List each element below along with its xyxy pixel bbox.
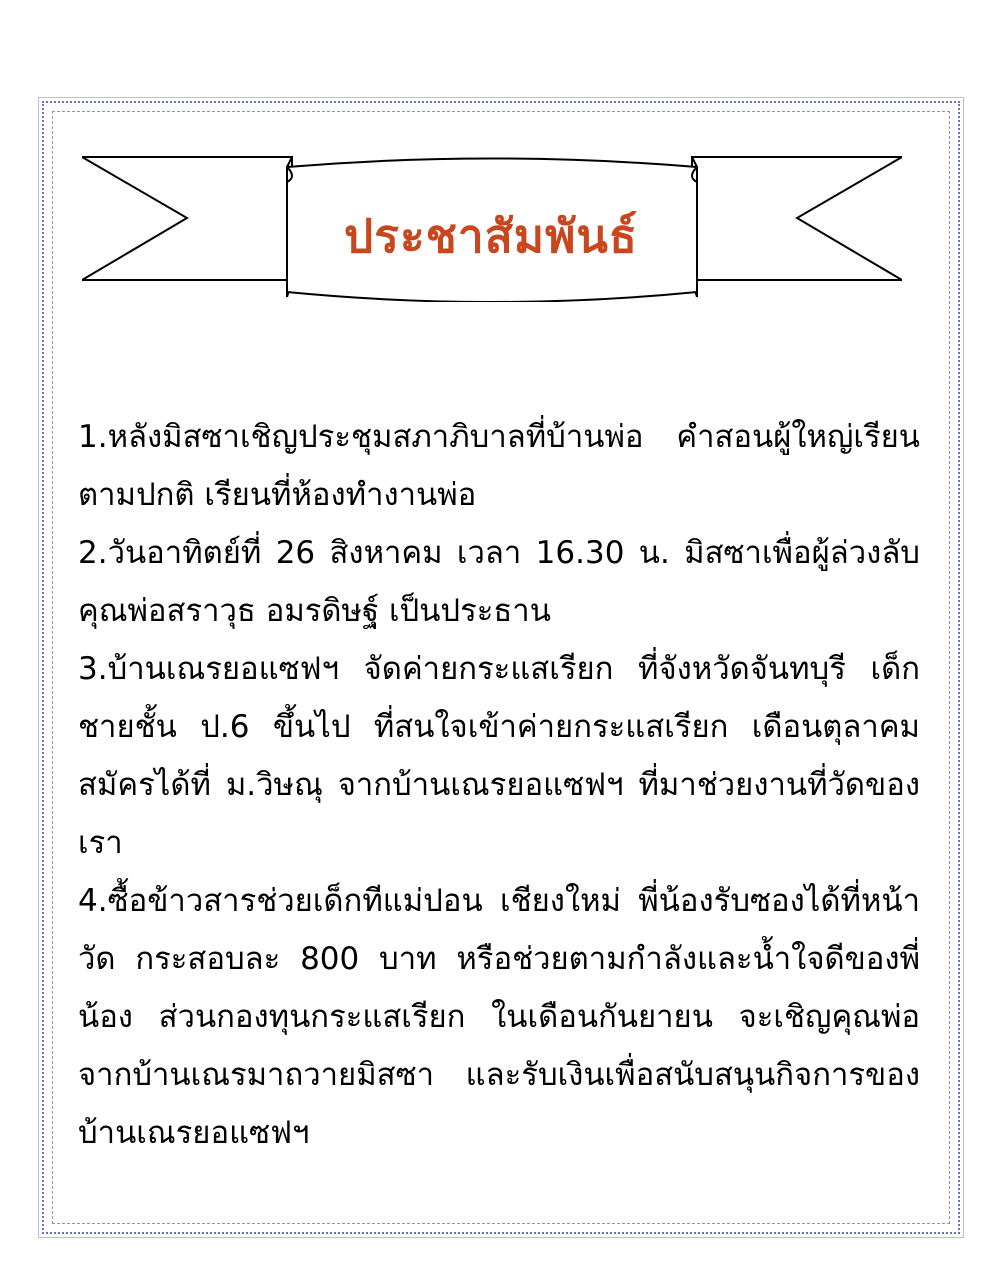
announcement-item-2: 2.วันอาทิตย์ที่ 26 สิงหาคม เวลา 16.30 น. มิสซาเพื่อผู้ล่วงลับ คุณพ่อสราวุธ อมรดิษฐ์ เป็นประธาน [78, 535, 920, 629]
page-title: ประชาสัมพันธ์ [344, 209, 638, 263]
announcement-list [78, 408, 920, 1162]
announcement-item-3: 3.บ้านเณรยอแซฟฯ จัดค่ายกระแสเรียก ที่จังหวัดจันทบุรี เด็กชายชั้น ป.6 ขึ้นไป ที่สนใจเข้าค่ายกระแสเรียก เดือนตุลาคม สมัครได้ที่ ม.วิษณุ จากบ้านเณรยอแซฟฯ ที่มาช่วยงานที่วัดของเรา [78, 651, 920, 861]
announcement-item-4: 4.ซื้อข้าวสารช่วยเด็กทีแม่ปอน เชียงใหม่ พี่น้องรับซองได้ที่หน้าวัด กระสอบละ 800 บาท หรือช่วยตามกำลังและน้ำใจดีของพี่น้อง ส่วนกองทุนกระแสเรียก ในเดือนกันยายน จะเชิญคุณพ่อจากบ้านเณรมาถวายมิสซา และรับเงินเพื่อสนับสนุนกิจการของบ้านเณรยอแซฟฯ [78, 883, 920, 1151]
announcement-item-1: 1.หลังมิสซาเชิญประชุมสภาภิบาลที่บ้านพ่อ คำสอนผู้ใหญ่เรียนตามปกติ เรียนที่ห้องทำงานพ่อ [78, 419, 920, 513]
